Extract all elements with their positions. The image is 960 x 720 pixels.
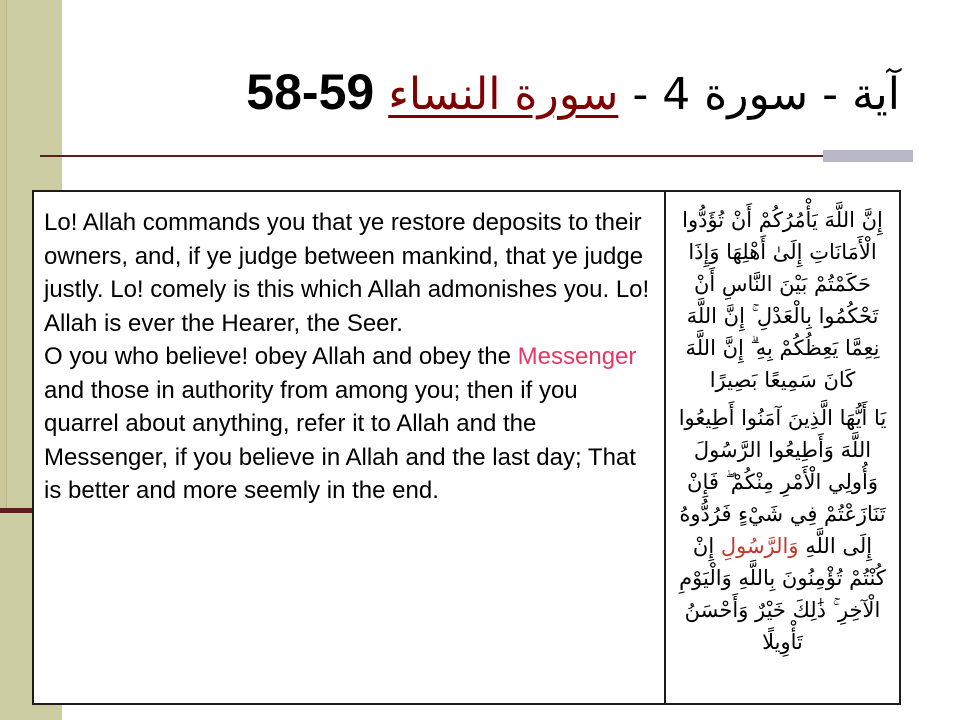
english-verse-58: Lo! Allah commands you that ye restore deposits to their owners, and, if ye judge between mankind, that ye judge justly. Lo! comely is this which Allah admonishes you. Lo! Allah is ever the Hearer, the Seer. xyxy=(44,209,650,337)
arabic-text-cell xyxy=(666,192,899,703)
left-bar-accent xyxy=(0,508,36,513)
arabic-verse-58: إِنَّ اللَّهَ يَأْمُرُكُمْ أَنْ تُؤَدُّوا الْأَمَانَاتِ إِلَىٰ أَهْلِهَا وَإِذَا حَكَمْتُمْ بَيْنَ النَّاسِ أَنْ تَحْكُمُوا بِالْعَدْلِ ۚ إِنَّ اللَّهَ نِعِمَّا يَعِظُكُمْ بِهِ ۗ إِنَّ اللَّهَ كَانَ سَمِيعًا بَصِيرًا xyxy=(682,208,883,392)
title-divider-accent xyxy=(823,150,913,162)
slide-title xyxy=(0,56,900,128)
english-messenger-highlight: Messenger xyxy=(517,343,637,370)
title-separator: - xyxy=(808,69,852,120)
english-verse-59 xyxy=(44,340,656,508)
title-ayah-label: آية xyxy=(851,69,900,120)
title-divider xyxy=(40,155,912,157)
arabic-verse-59 xyxy=(674,402,891,658)
arabic-verse-59-text: إِنْ كُنْتُمْ تُؤْمِنُونَ بِاللَّهِ وَالْيَوْمِ الْآخِرِ ۚ ذَٰلِكَ خَيْرٌ وَأَحْسَنُ تَأْوِيلًا xyxy=(679,534,886,654)
english-translation-cell xyxy=(34,192,666,703)
title-ayah-range: 58-59 xyxy=(246,64,375,120)
verse-table xyxy=(32,190,901,705)
title-separator: - xyxy=(618,69,663,120)
english-verse-59-text: O you who believe! obey Allah and obey the xyxy=(44,343,518,370)
title-surah-number: سورة 4 xyxy=(662,69,809,120)
arabic-messenger-highlight: وَالرَّسُولِ xyxy=(720,534,799,558)
arabic-verse-59-text: يَا أَيُّهَا الَّذِينَ آمَنُوا أَطِيعُوا اللَّهَ وَأَطِيعُوا الرَّسُولَ وَأُولِي الْأَمْرِ مِنْكُمْ ۖ فَإِنْ تَنَازَعْتُمْ فِي شَيْءٍ فَرُدُّوهُ إِلَى اللَّهِ xyxy=(678,406,887,558)
english-verse-59-text: and those in authority from among you; then if you quarrel about anything, refer it to Allah and the Messenger, if you believe in Allah and the last day; That is better and more seemly in the end. xyxy=(44,376,636,504)
surah-name-link[interactable]: سورة النساء xyxy=(388,69,619,120)
